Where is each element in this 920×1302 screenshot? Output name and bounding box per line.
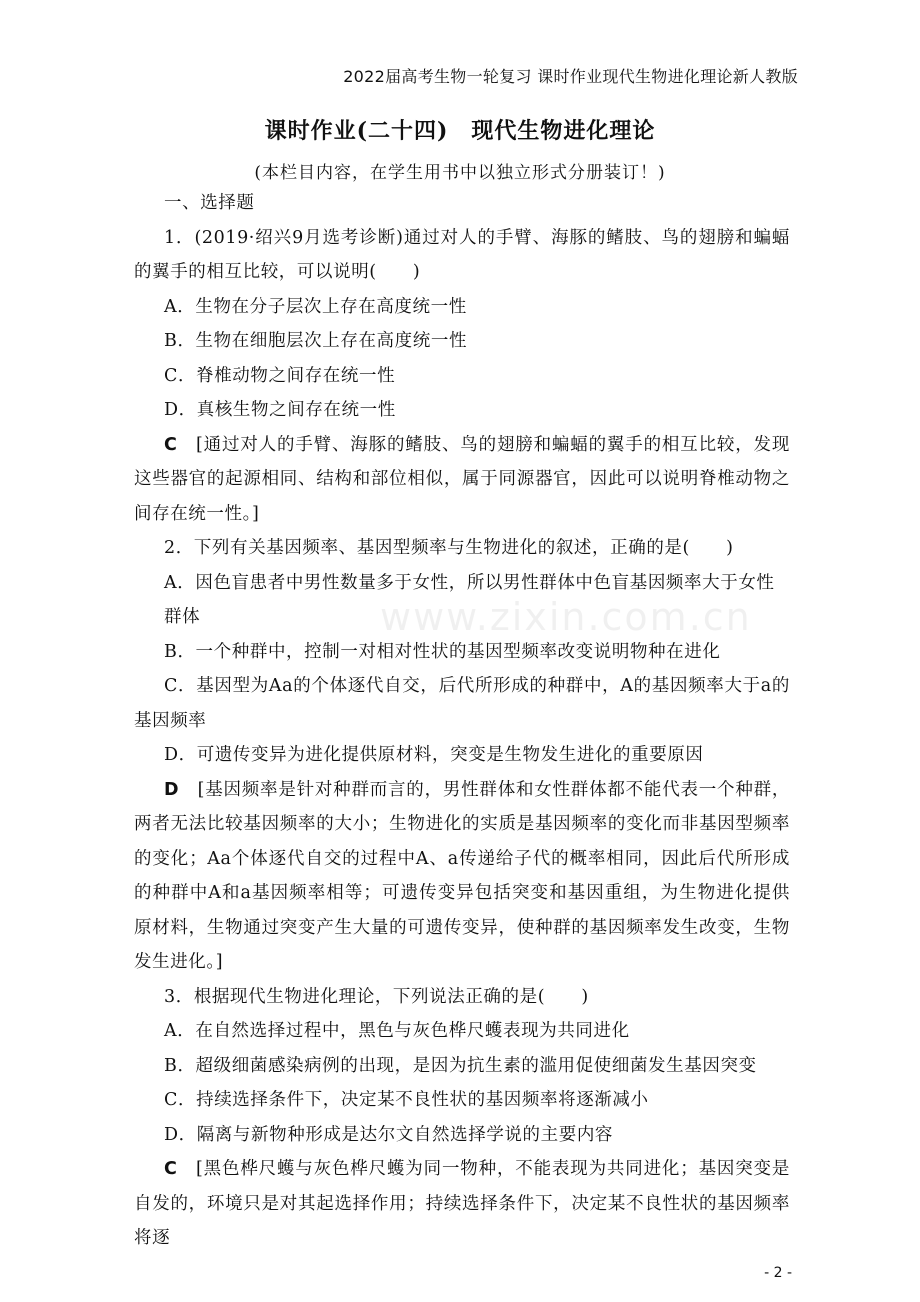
question-stem: 1．(2019·绍兴9月选考诊断)通过对人的手臂、海豚的鳍肢、鸟的翅膀和蝙蝠的翼手的相互比较，可以说明( )	[134, 227, 790, 282]
document-body	[134, 186, 790, 1256]
option-c: C．基因型为Aa的个体逐代自交，后代所形成的种群中，A的基因频率大于a的基因频率	[134, 676, 790, 731]
answer-text: [通过对人的手臂、海豚的鳍肢、鸟的翅膀和蝙蝠的翼手的相互比较，发现这些器官的起源相同、结构和部位相似，属于同源器官，因此可以说明脊椎动物之间存在统一性。]	[134, 434, 790, 524]
option-d: D．真核生物之间存在统一性	[164, 400, 396, 420]
answer-text: [基因频率是针对种群而言的，男性群体和女性群体都不能代表一个种群，两者无法比较基因频率的大小；生物进化的实质是基因频率的变化而非基因型频率的变化；Aa个体逐代自交的过程中A、a传递给子代的概率相同，因此后代所形成的种群中A和a基因频率相等；可遗传变异包括突变和基因重组，为生物进化提供原材料，生物通过突变产生大量的可遗传变异，使种群的基因频率发生改变，生物发生进化。]	[134, 779, 790, 972]
answer-letter: D	[164, 779, 180, 800]
answer-explanation	[134, 428, 790, 532]
answer-explanation	[134, 1152, 790, 1256]
question-stem: 2．下列有关基因频率、基因型频率与生物进化的叙述，正确的是( )	[164, 538, 734, 558]
question-1	[134, 221, 790, 532]
option-a: A．因色盲患者中男性数量多于女性，所以男性群体中色盲基因频率大于女性群体	[164, 572, 775, 627]
question-2	[134, 531, 790, 980]
option-d: D．可遗传变异为进化提供原材料，突变是生物发生进化的重要原因	[164, 745, 704, 765]
answer-text: [黑色桦尺蠖与灰色桦尺蠖为同一物种，不能表现为共同进化；基因突变是自发的，环境只是对其起选择作用；持续选择条件下，决定某不良性状的基因频率将逐	[134, 1159, 790, 1248]
question-3	[134, 980, 790, 1256]
question-stem: 3．根据现代生物进化理论，下列说法正确的是( )	[164, 986, 589, 1007]
option-c: C．脊椎动物之间存在统一性	[164, 365, 396, 386]
answer-letter: C	[164, 434, 178, 455]
answer-explanation	[134, 773, 790, 980]
option-b: B．生物在细胞层次上存在高度统一性	[164, 331, 468, 351]
page-number: - 2 -	[764, 1265, 792, 1281]
option-c: C．持续选择条件下，决定某不良性状的基因频率将逐渐减小	[164, 1090, 649, 1110]
option-a: A．生物在分子层次上存在高度统一性	[164, 296, 467, 317]
section-heading: 一、选择题	[164, 193, 255, 213]
watermark: www.zixin.com.cn	[380, 595, 752, 639]
answer-letter: C	[164, 1159, 178, 1179]
option-d: D．隔离与新物种形成是达尔文自然选择学说的主要内容	[164, 1124, 614, 1145]
page-title: 课时作业(二十四) 现代生物进化理论	[264, 118, 656, 144]
option-b: B．一个种群中，控制一对相对性状的基因型频率改变说明物种在进化	[164, 641, 721, 662]
option-b: B．超级细菌感染病例的出现，是因为抗生素的滥用促使细菌发生基因突变	[164, 1055, 757, 1076]
page-subtitle: (本栏目内容，在学生用书中以独立形式分册装订！)	[254, 163, 666, 183]
running-header: 2022届高考生物一轮复习 课时作业现代生物进化理论新人教版	[343, 67, 798, 86]
option-a: A．在自然选择过程中，黑色与灰色桦尺蠖表现为共同进化	[164, 1021, 630, 1041]
